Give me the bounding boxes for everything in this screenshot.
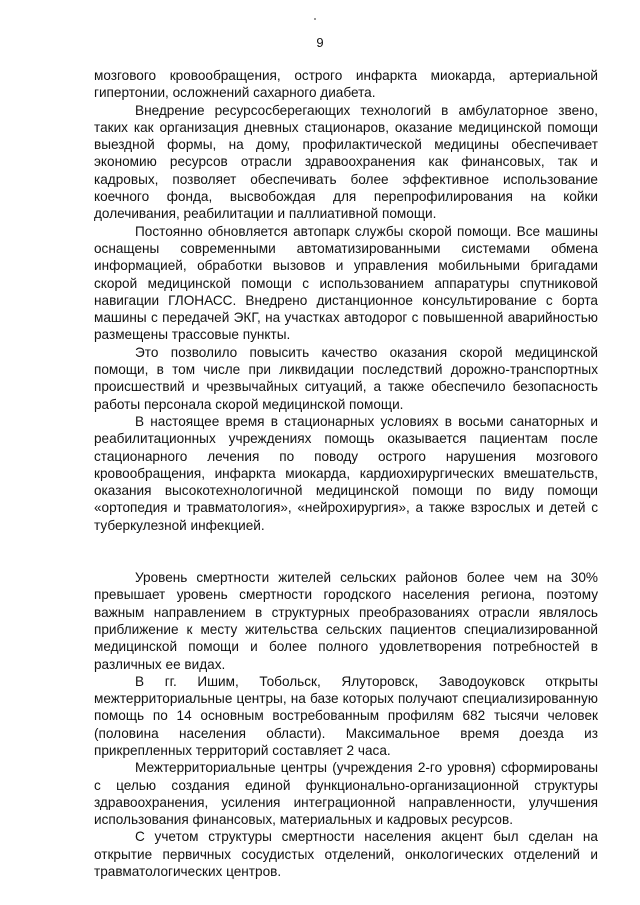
paragraph-ambulance-quality: Это позволило повысить качество оказания скорой медицинской помощи, в том числе при ликвидации последствий дорожно-транспортных происшествий и чрезвычайных ситуаций, а также обеспечило безопасность работы персонала скорой медицинской помощи. bbox=[94, 344, 598, 412]
paragraph-continuation: мозгового кровообращения, острого инфаркта миокарда, артериальной гипертонии, осложнений сахарного диабета. bbox=[94, 68, 598, 101]
paragraph-second-level-institutions: Межтерриториальные центры (учреждения 2-го уровня) сформированы с целью создания единой функционально-организационной структуры здравоохранения, усиления интеграционной направленности, улучшения использования финансовых, материальных и кадровых ресурсов. bbox=[94, 760, 598, 828]
section-gap bbox=[94, 534, 598, 569]
paragraph-interterritorial-centers: В гг. Ишим, Тобольск, Ялуторовск, Заводоуковск открыты межтерриториальные центры, на базе которых получают специализированную помощь по 14 основным востребованным профилям 682 тысячи человек (половина населения области). Максимальное время доезда из прикрепленных территорий составляет 2 часа. bbox=[94, 673, 598, 758]
paragraph-vascular-oncology-trauma: С учетом структуры смертности населения акцент был сделан на открытие первичных сосудистых отделений, онкологических отделений и травматологических центров. bbox=[94, 829, 598, 880]
paragraph-rural-mortality: Уровень смертности жителей сельских районов более чем на 30% превышает уровень смертности городского населения региона, поэтому важным направлением в структурных преобразованиях отрасли являлось приближение к месту жительства сельских пациентов специализированной медицинской помощи и более полного удовлетворения потребностей в различных ее видах. bbox=[94, 570, 598, 672]
paragraph-ambulance-fleet: Постоянно обновляется автопарк службы скорой помощи. Все машины оснащены современными автоматизированными системами обмена информацией, обработки вызовов и управления мобильными бригадами скорой медицинской помощи с использованием аппаратуры спутниковой навигации ГЛОНАСС. Внедрено дистанционное консультирование с борта машины с передачей ЭКГ, на участках автодорог с повышенной аварийностью размещены трассовые пункты. bbox=[94, 223, 598, 343]
scan-artifact-dot bbox=[314, 18, 316, 20]
page-number: 9 bbox=[316, 35, 324, 50]
paragraph-outpatient-technologies: Внедрение ресурсосберегающих технологий в амбулаторное звено, таких как организация дневных стационаров, оказание медицинской помощи выездной формы, на дому, профилактической медицины обеспечивает экономию ресурсов отрасли здравоохранения как финансовых, так и кадровых, позволяет обеспечивать более эффективное использование коечного фонда, высвобождая для перепрофилирования на койки долечивания, реабилитации и паллиативной помощи. bbox=[94, 102, 598, 222]
document-body bbox=[94, 67, 598, 880]
paragraph-rehabilitation: В настоящее время в стационарных условиях в восьми санаторных и реабилитационных учреждениях помощь оказывается пациентам после стационарного лечения по поводу острого нарушения мозгового кровообращения, инфаркта миокарда, кардиохирургических вмешательств, оказания высокотехнологичной медицинской помощи по виду помощи «ортопедия и травматология», «нейрохирургия», а также взрослых и детей с туберкулезной инфекцией. bbox=[94, 413, 598, 533]
